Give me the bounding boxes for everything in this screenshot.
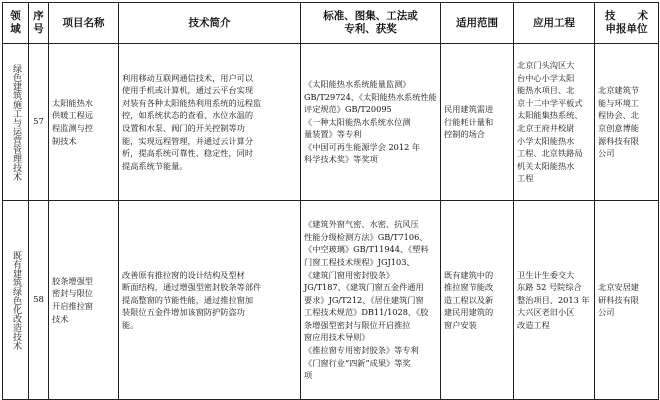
unit-cell: 北京安居建 研科技有限 公司 [595, 201, 659, 400]
standards-cell: 《建筑外窗气密、水密、抗风压 性能分级检测方法》GB/T7106、 《中空玻璃》GB/T11944、《塑料 门窗工程技术规程》JGJ103、 《建筑门窗用密封胶条》 JG/T187、《建筑门窗五金件通用 要求》JG/T212、《居住建筑门窗 工程技术规范》DB11/1028、《胶 条增强型密封与限位开启推拉 窗应用技术导则》 《推拉窗专用密封胶条》等专利 《门窗行业“四新”成果》等奖 项 [301, 201, 441, 400]
header-project: 应用工程 [514, 3, 595, 44]
field-cell [3, 44, 29, 201]
tech-table [2, 2, 659, 400]
name-cell: 胶条增强型 密封与限位 开启推拉窗 技术 [49, 201, 119, 400]
project-cell: 卫生计生委交大 东路 52 号院综合 整治项目、2013 年 大兴区老旧小区 改造工程 [514, 201, 595, 400]
num-cell: 58 [29, 201, 49, 400]
project-cell: 北京门头沟区大 台中心小学太阳 能热水项目、北 京十二中学平板式 太阳能集热系统、 北京王府井校尉 小学太阳能热水 工程、北京铁路局 机关太阳能热水 工程 [514, 44, 595, 201]
header-name: 项目名称 [49, 3, 119, 44]
num-cell: 57 [29, 44, 49, 201]
table-row [3, 44, 659, 201]
header-field: 领 域 [3, 3, 29, 44]
scope-cell: 民用建筑需进 行能耗计量和 控制的场合 [441, 44, 514, 201]
scope-cell: 既有建筑中的 推拉窗节能改 造工程以及新 建民用建筑的 窗户安装 [441, 201, 514, 400]
table-row [3, 201, 659, 400]
standards-cell: 《太阳能热水系统能量监测》 GB/T29724、《太阳能热水系统性能 评定规范》GB/T20095 《一种太阳能热水系统水位测 量装置》等专利 《中国可再生能源学会 2012 年 科学技术奖》等奖项 [301, 44, 441, 201]
header-standards: 标准、图集、工法或 专利、获奖 [301, 3, 441, 44]
document-page [2, 2, 658, 396]
name-cell: 太阳能热水 供暖工程远 程监测与控 制技术 [49, 44, 119, 201]
header-intro: 技术简介 [119, 3, 301, 44]
field-cell [3, 201, 29, 400]
header-scope: 适用范围 [441, 3, 514, 44]
unit-cell: 北京建筑节 能与环境工 程协会、北 京创意博能 源科技有限 公司 [595, 44, 659, 201]
intro-cell: 改善原有推拉窗的设计结构及型材 断面结构，通过增强型密封胶条等部件 提高整窗的节能性能，通过推拉窗加 装限位五金件增加该窗防护防盗功 能。 [119, 201, 301, 400]
field-text: 既有建筑绿色化改造技术 [11, 250, 21, 350]
header-row [3, 3, 659, 44]
header-num: 序 号 [29, 3, 49, 44]
intro-cell: 利用移动互联网通信技术，用户可以 使用手机或计算机，通过云平台实现 对装有各种太阳能热利用系统的远程监 控，如系统状态的查看、水位水温的 设置和水泵、阀门的开关控制等功 能，实现远程管理，并通过云计算分 析，提高系统可靠性、稳定性，同时 提高系统节能量。 [119, 44, 301, 201]
header-unit: 技 术 申报单位 [595, 3, 659, 44]
field-text: 绿色建筑施工与运营管理技术 [11, 63, 21, 181]
